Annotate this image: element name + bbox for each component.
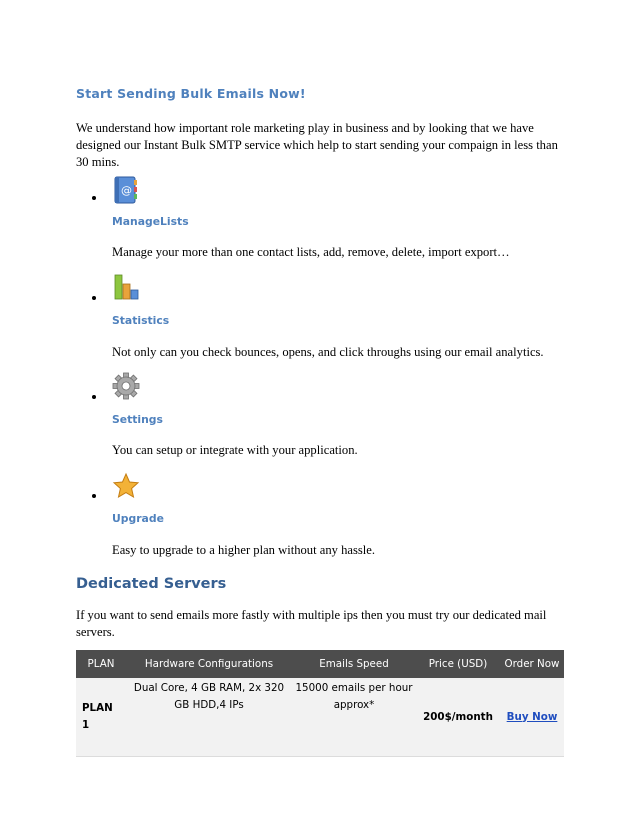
feature-title: ManageLists	[112, 215, 189, 228]
svg-text:@: @	[121, 184, 132, 197]
intro-heading: Start Sending Bulk Emails Now!	[76, 86, 306, 101]
feature-title: Upgrade	[112, 512, 164, 525]
table-header-row	[76, 650, 564, 678]
order-cell	[500, 678, 564, 757]
column-header-plan: PLAN	[76, 650, 126, 678]
feature-description: You can setup or integrate with your application.	[112, 443, 358, 457]
column-header-speed: Emails Speed	[292, 650, 416, 678]
feature-description: Easy to upgrade to a higher plan without any hassle.	[112, 543, 376, 557]
column-header-order: Order Now	[500, 650, 564, 678]
servers-paragraph: If you want to send emails more fastly with multiple ips then you must try our dedicated mail servers.	[76, 608, 547, 639]
feature-title: Statistics	[112, 314, 170, 327]
feature-description: Manage your more than one contact lists, add, remove, delete, import export…	[112, 245, 510, 259]
speed-cell: 15000 emails per hour approx*	[292, 678, 416, 757]
bullet-dot	[92, 494, 96, 498]
star-icon	[112, 472, 140, 505]
bullet-dot	[92, 395, 96, 399]
feature-description: Not only can you check bounces, opens, and click throughs using our email analytics.	[112, 345, 544, 359]
intro-paragraph: We understand how important role marketing play in business and by looking that we have designed our Instant Bulk SMTP service which help to start sending your compaign in less than 30 mins.	[76, 121, 558, 169]
hardware-cell: Dual Core, 4 GB RAM, 2x 320 GB HDD,4 IPs	[126, 678, 292, 757]
plan-name-cell: PLAN 1	[76, 678, 126, 757]
bullet-dot	[92, 196, 96, 200]
column-header-price: Price (USD)	[416, 650, 500, 678]
feature-title: Settings	[112, 413, 163, 426]
price-cell: 200$/month	[416, 678, 500, 757]
column-header-hardware: Hardware Configurations	[126, 650, 292, 678]
table-row	[76, 678, 564, 757]
bar-chart-icon	[112, 273, 140, 306]
bullet-dot	[92, 296, 96, 300]
servers-heading: Dedicated Servers	[76, 576, 227, 592]
contacts-book-icon	[112, 176, 138, 209]
servers-table	[76, 650, 564, 757]
buy-now-link[interactable]: Buy Now	[506, 710, 558, 723]
gear-icon	[112, 372, 140, 405]
